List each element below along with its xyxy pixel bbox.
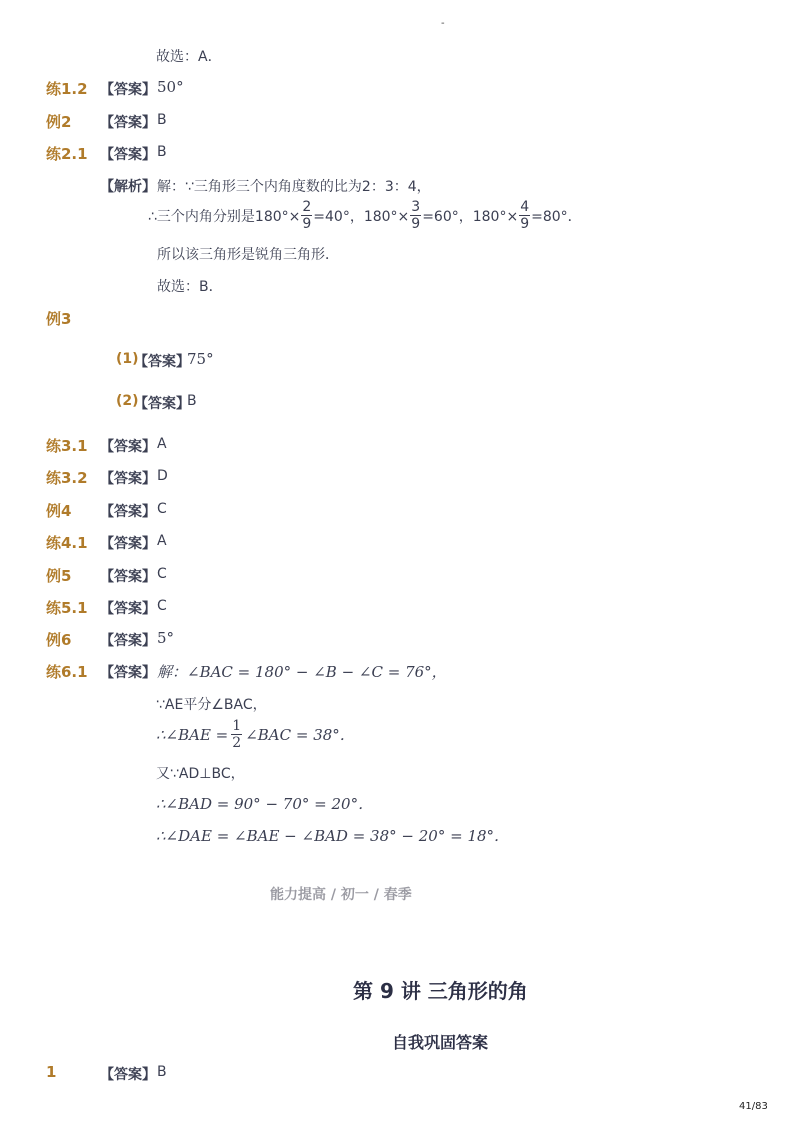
item-label: 例4 bbox=[46, 502, 72, 520]
denominator: 9 bbox=[520, 216, 530, 232]
numerator: 1 bbox=[232, 718, 242, 734]
answer-value: B bbox=[157, 1064, 167, 1080]
analysis-line: 解：∵三角形三个内角度数的比为2：3：4， bbox=[157, 179, 431, 195]
denominator: 9 bbox=[302, 216, 312, 232]
numerator: 4 bbox=[520, 199, 530, 215]
answer-value: 50° bbox=[157, 78, 184, 96]
sub-label: (1) bbox=[116, 351, 139, 367]
answer-value: C bbox=[157, 501, 167, 517]
answer-tag: 【答案】 bbox=[100, 471, 156, 487]
solution-line: ∴∠DAE = ∠BAE − ∠BAD = 38° − 20° = 18°． bbox=[156, 827, 510, 845]
item-label: 例3 bbox=[46, 310, 72, 328]
top-mark: - bbox=[441, 18, 445, 29]
numerator: 2 bbox=[302, 199, 312, 215]
denominator: 9 bbox=[411, 216, 421, 232]
chosen-a-line: 故选：A． bbox=[156, 49, 222, 65]
answer-value: A bbox=[157, 533, 167, 549]
item-label: 练3.2 bbox=[46, 469, 88, 487]
fraction bbox=[410, 199, 421, 232]
answer-tag: 【答案】 bbox=[100, 601, 156, 617]
answer-tag: 【答案】 bbox=[100, 147, 156, 163]
fraction bbox=[301, 199, 312, 232]
fraction bbox=[231, 718, 242, 751]
item-label: 练6.1 bbox=[46, 663, 88, 681]
item-label: 练1.2 bbox=[46, 80, 88, 98]
item-label: 例2 bbox=[46, 113, 72, 131]
answer-value: A bbox=[157, 436, 167, 452]
analysis-text: =60°，180°× bbox=[422, 208, 519, 225]
answer-tag: 【答案】 bbox=[100, 504, 156, 520]
answer-value: C bbox=[157, 598, 167, 614]
item-label: 例6 bbox=[46, 631, 72, 649]
analysis-fraction-line bbox=[148, 199, 582, 232]
solution-fraction-line bbox=[156, 718, 355, 751]
answer-tag: 【答案】 bbox=[134, 396, 190, 412]
answer-tag: 【答案】 bbox=[100, 115, 156, 131]
item-label: 例5 bbox=[46, 567, 72, 585]
solution-line: 解：∠BAC = 180° − ∠B − ∠C = 76°， bbox=[157, 663, 447, 681]
answer-tag: 【答案】 bbox=[100, 569, 156, 585]
answer-value: C bbox=[157, 566, 167, 582]
analysis-text: =80°． bbox=[531, 208, 582, 225]
solution-line: 又∵AD⊥BC， bbox=[156, 766, 245, 782]
answer-value: B bbox=[157, 112, 167, 128]
solution-text: ∴∠BAE = bbox=[156, 725, 229, 744]
solution-line: ∴∠BAD = 90° − 70° = 20°． bbox=[156, 795, 374, 813]
section-title: 自我巩固答案 bbox=[392, 1033, 489, 1052]
chapter-title: 第 9 讲 三角形的角 bbox=[353, 979, 528, 1003]
fraction bbox=[519, 199, 530, 232]
answer-tag: 【答案】 bbox=[100, 82, 156, 98]
analysis-line: 故选：B． bbox=[157, 279, 223, 295]
answer-value: B bbox=[157, 144, 167, 160]
item-label: 练2.1 bbox=[46, 145, 88, 163]
answer-tag: 【答案】 bbox=[100, 536, 156, 552]
analysis-text: ∴三个内角分别是180°× bbox=[148, 208, 301, 225]
answer-value: 75° bbox=[187, 350, 214, 368]
page-footer: 能力提高 / 初一 / 春季 bbox=[270, 887, 412, 903]
item-label: 1 bbox=[46, 1063, 57, 1081]
solution-text: ∠BAC = 38°． bbox=[245, 726, 355, 744]
analysis-tag: 【解析】 bbox=[100, 179, 156, 195]
answer-value: 5° bbox=[157, 629, 175, 647]
answer-tag: 【答案】 bbox=[100, 633, 156, 649]
numerator: 3 bbox=[411, 199, 421, 215]
denominator: 2 bbox=[232, 735, 242, 751]
answer-value: B bbox=[187, 393, 197, 409]
analysis-line: 所以该三角形是锐角三角形． bbox=[157, 247, 339, 263]
analysis-text: =40°，180°× bbox=[313, 208, 410, 225]
sub-label: (2) bbox=[116, 393, 139, 409]
item-label: 练5.1 bbox=[46, 599, 88, 617]
solution-line: ∵AE平分∠BAC， bbox=[156, 697, 267, 713]
answer-value: D bbox=[157, 468, 168, 484]
answer-tag: 【答案】 bbox=[100, 439, 156, 455]
item-label: 练4.1 bbox=[46, 534, 88, 552]
answer-tag: 【答案】 bbox=[100, 665, 156, 681]
answer-tag: 【答案】 bbox=[134, 354, 190, 370]
answer-tag: 【答案】 bbox=[100, 1067, 156, 1083]
item-label: 练3.1 bbox=[46, 437, 88, 455]
page-number: 41/83 bbox=[739, 1101, 768, 1112]
